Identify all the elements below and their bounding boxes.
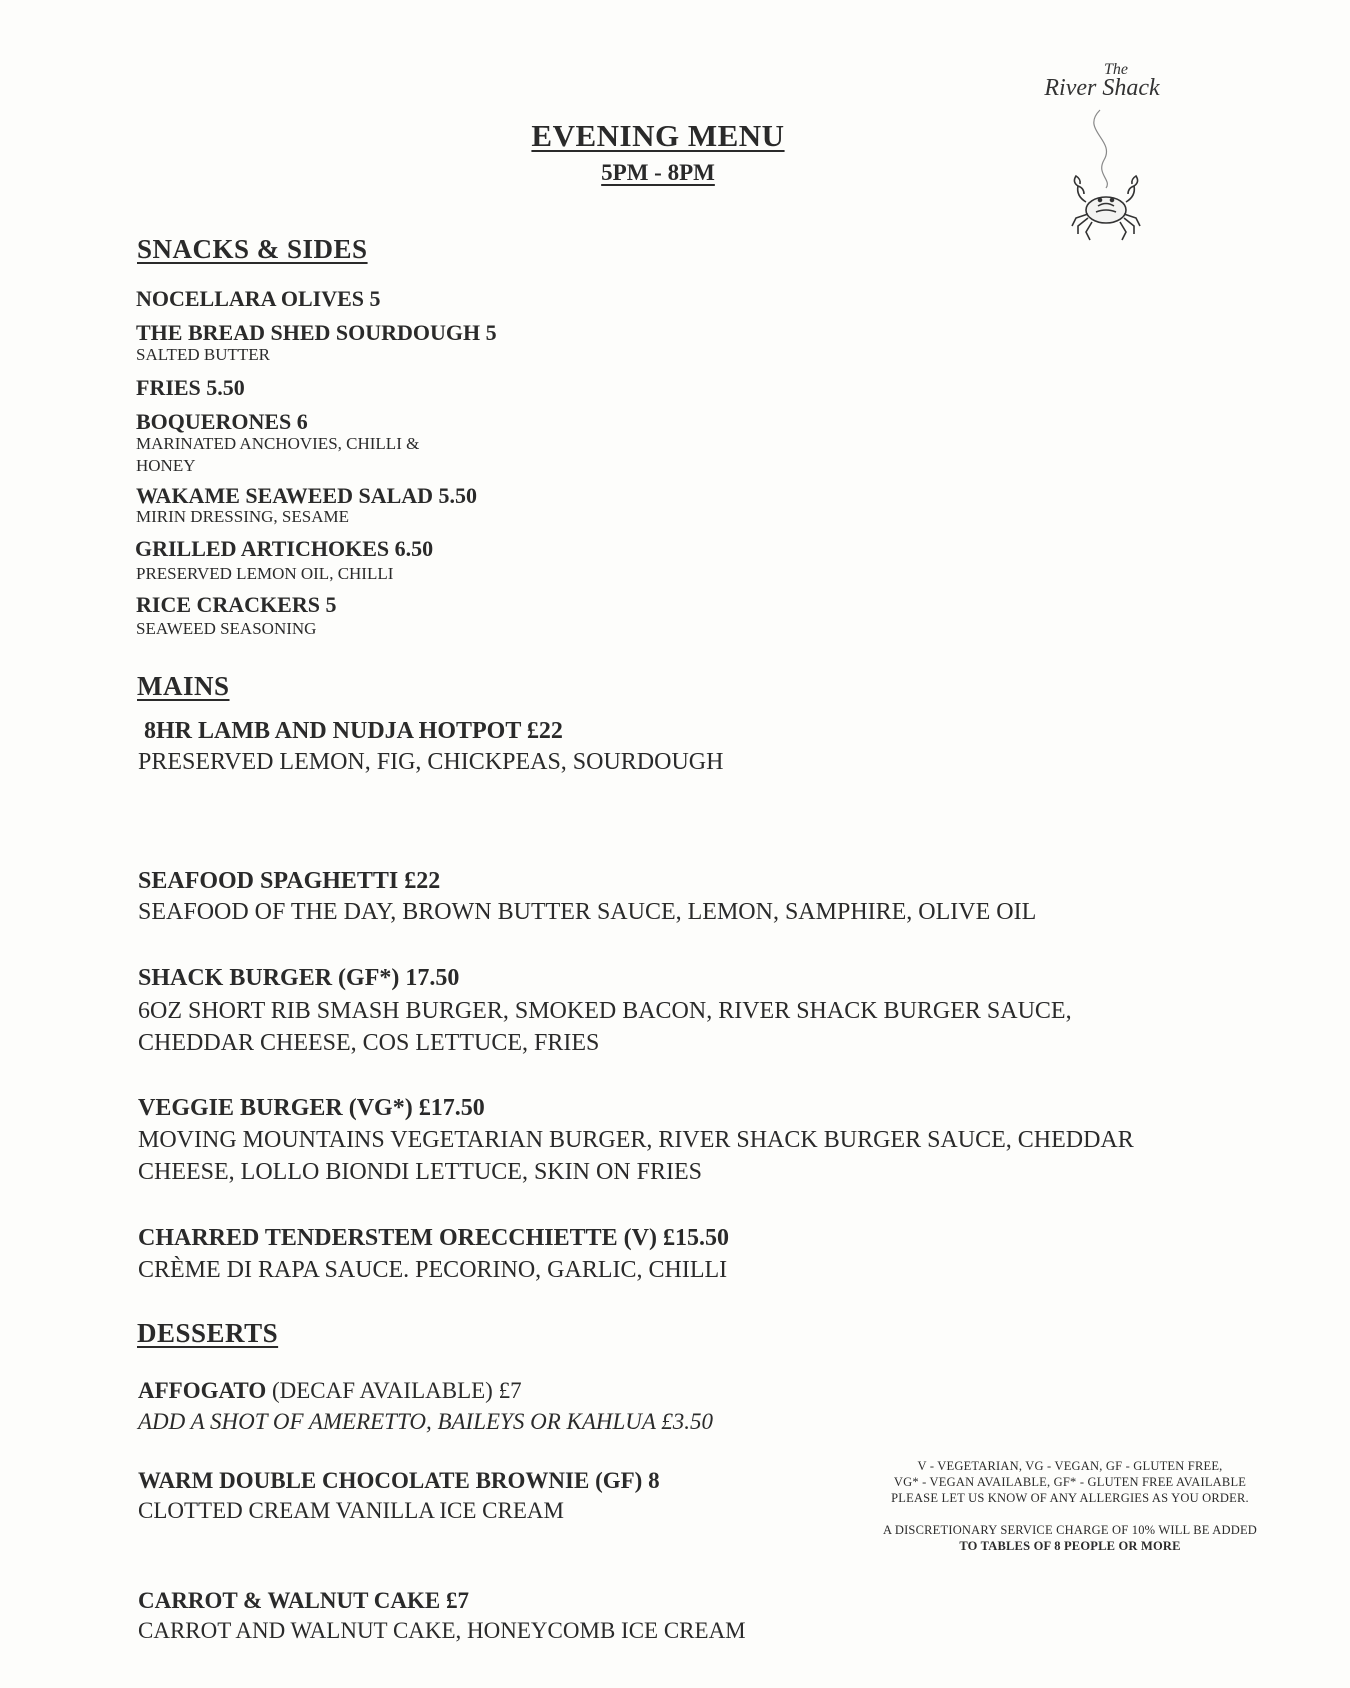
- logo-line2: River Shack: [1044, 75, 1160, 101]
- main-item-name: 8HR LAMB AND NUDJA HOTPOT £22: [144, 718, 563, 744]
- snack-item-name: GRILLED ARTICHOKES 6.50: [135, 536, 434, 561]
- logo-line1: The: [1104, 61, 1128, 78]
- dessert-item-desc: ADD A SHOT OF AMERETTO, BAILEYS OR KAHLUA £3.50: [138, 1409, 714, 1434]
- snack-item-desc: MIRIN DRESSING, SESAME: [136, 507, 349, 526]
- section-heading-desserts: DESSERTS: [137, 1318, 279, 1348]
- dessert-item-desc: CLOTTED CREAM VANILLA ICE CREAM: [138, 1498, 564, 1523]
- service-charge-note: A DISCRETIONARY SERVICE CHARGE OF 10% WILL BE ADDED: [882, 1523, 1258, 1537]
- main-item-desc: CRÈME DI RAPA SAUCE. PECORINO, GARLIC, CHILLI: [138, 1257, 728, 1283]
- dessert-item-name: WARM DOUBLE CHOCOLATE BROWNIE (GF) 8: [138, 1468, 660, 1493]
- main-item-name: VEGGIE BURGER (VG*) £17.50: [138, 1095, 485, 1121]
- snack-item-name: RICE CRACKERS 5: [136, 592, 337, 617]
- snack-item-desc: SALTED BUTTER: [136, 345, 270, 364]
- snack-item-desc: SEAWEED SEASONING: [136, 619, 317, 638]
- main-item-desc: CHEESE, LOLLO BIONDI LETTUCE, SKIN ON FRIES: [138, 1159, 702, 1185]
- dietary-key-line: V - VEGETARIAN, VG - VEGAN, GF - GLUTEN FREE,: [917, 1459, 1223, 1473]
- snack-item-name: FRIES 5.50: [136, 375, 245, 400]
- main-item-desc: MOVING MOUNTAINS VEGETARIAN BURGER, RIVER SHACK BURGER SAUCE, CHEDDAR: [138, 1127, 1134, 1153]
- dessert-item-name: CARROT & WALNUT CAKE £7: [138, 1588, 469, 1613]
- section-heading-mains: MAINS: [137, 671, 230, 701]
- snack-item-name: BOQUERONES 6: [136, 409, 308, 434]
- dessert-item-desc: CARROT AND WALNUT CAKE, HONEYCOMB ICE CREAM: [138, 1618, 746, 1643]
- snack-item-desc: MARINATED ANCHOVIES, CHILLI & HONEY: [136, 434, 420, 475]
- main-item-desc: SEAFOOD OF THE DAY, BROWN BUTTER SAUCE, LEMON, SAMPHIRE, OLIVE OIL: [138, 899, 1037, 925]
- river-shack-logo: [1020, 50, 1190, 250]
- section-heading-snacks: SNACKS & SIDES: [137, 234, 368, 264]
- dessert-item-name: [138, 1376, 522, 1406]
- main-item-desc: CHEDDAR CHEESE, COS LETTUCE, FRIES: [138, 1030, 600, 1056]
- main-item-name: CHARRED TENDERSTEM ORECCHIETTE (V) £15.50: [138, 1225, 729, 1251]
- snack-item-desc: PRESERVED LEMON OIL, CHILLI: [136, 564, 394, 583]
- dietary-key-line: VG* - VEGAN AVAILABLE, GF* - GLUTEN FREE AVAILABLE: [893, 1475, 1247, 1489]
- main-item-desc: 6OZ SHORT RIB SMASH BURGER, SMOKED BACON, RIVER SHACK BURGER SAUCE,: [138, 998, 1072, 1024]
- allergy-note: PLEASE LET US KNOW OF ANY ALLERGIES AS YOU ORDER.: [891, 1491, 1249, 1505]
- snack-item-name: WAKAME SEAWEED SALAD 5.50: [136, 483, 478, 508]
- dessert-item-name-bold: AFFOGATO: [138, 1378, 267, 1403]
- main-item-name: SHACK BURGER (GF*) 17.50: [138, 965, 460, 991]
- service-charge-note: TO TABLES OF 8 PEOPLE OR MORE: [959, 1539, 1181, 1553]
- page-title: EVENING MENU: [531, 118, 785, 153]
- snack-item-name: THE BREAD SHED SOURDOUGH 5: [136, 320, 497, 345]
- logo-graphic: [1020, 50, 1190, 250]
- snack-item-name: NOCELLARA OLIVES 5: [136, 286, 381, 311]
- main-item-name: SEAFOOD SPAGHETTI £22: [138, 868, 441, 894]
- opening-hours: 5PM - 8PM: [601, 160, 715, 185]
- dessert-item-name-rest: (DECAF AVAILABLE) £7: [266, 1378, 522, 1403]
- crab-icon: [1072, 176, 1140, 240]
- main-item-desc: PRESERVED LEMON, FIG, CHICKPEAS, SOURDOUGH: [138, 749, 724, 775]
